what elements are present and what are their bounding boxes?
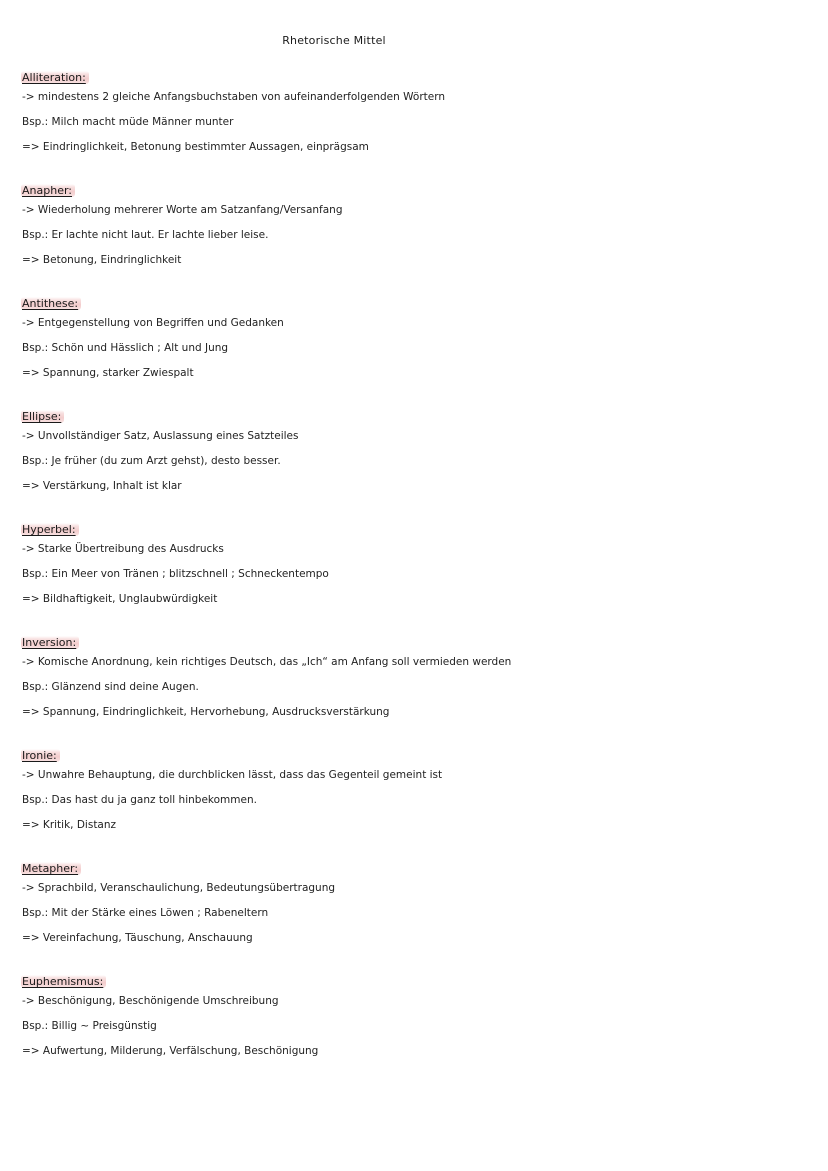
section-heading: Anapher:	[21, 184, 75, 197]
section-heading: Inversion:	[21, 636, 79, 649]
section-heading: Alliteration:	[21, 71, 89, 84]
section-effect: => Verstärkung, Inhalt ist klar	[22, 480, 182, 492]
section-heading: Ironie:	[21, 749, 60, 762]
section-effect: => Aufwertung, Milderung, Verfälschung, Beschönigung	[22, 1045, 319, 1057]
section-hyperbel	[22, 518, 802, 605]
section-effect: => Spannung, Eindringlichkeit, Hervorhebung, Ausdrucksverstärkung	[22, 706, 390, 718]
section-heading: Euphemismus:	[21, 975, 106, 988]
section-definition: -> Unvollständiger Satz, Auslassung eines Satzteiles	[22, 430, 299, 442]
section-example: Bsp.: Glänzend sind deine Augen.	[22, 681, 199, 693]
section-definition: -> Sprachbild, Veranschaulichung, Bedeutungsübertragung	[22, 882, 336, 894]
section-definition: -> Beschönigung, Beschönigende Umschreibung	[22, 995, 279, 1007]
section-example: Bsp.: Schön und Hässlich ; Alt und Jung	[22, 342, 229, 354]
section-example: Bsp.: Ein Meer von Tränen ; blitzschnell ; Schneckentempo	[22, 568, 329, 580]
section-definition: -> Komische Anordnung, kein richtiges Deutsch, das „Ich“ am Anfang soll vermieden werden	[22, 656, 512, 668]
section-heading: Hyperbel:	[21, 523, 79, 536]
section-definition: -> Unwahre Behauptung, die durchblicken lässt, dass das Gegenteil gemeint ist	[22, 769, 443, 781]
section-heading: Metapher:	[21, 862, 81, 875]
section-effect: => Betonung, Eindringlichkeit	[22, 254, 182, 266]
section-example: Bsp.: Das hast du ja ganz toll hinbekommen.	[22, 794, 257, 806]
section-antithese	[22, 292, 802, 379]
section-definition: -> mindestens 2 gleiche Anfangsbuchstaben von aufeinanderfolgenden Wörtern	[22, 91, 445, 103]
section-metapher	[22, 857, 802, 944]
section-alliteration	[22, 66, 802, 153]
section-effect: => Bildhaftigkeit, Unglaubwürdigkeit	[22, 593, 218, 605]
section-ellipse	[22, 405, 802, 492]
section-example: Bsp.: Er lachte nicht laut. Er lachte lieber leise.	[22, 229, 269, 241]
section-effect: => Vereinfachung, Täuschung, Anschauung	[22, 932, 253, 944]
section-heading: Ellipse:	[21, 410, 64, 423]
section-inversion	[22, 631, 802, 718]
page-title: Rhetorische Mittel	[282, 34, 386, 47]
section-effect: => Kritik, Distanz	[22, 819, 117, 831]
section-anapher	[22, 179, 802, 266]
section-effect: => Spannung, starker Zwiespalt	[22, 367, 194, 379]
section-definition: -> Starke Übertreibung des Ausdrucks	[22, 543, 224, 555]
section-example: Bsp.: Mit der Stärke eines Löwen ; Rabeneltern	[22, 907, 269, 919]
section-heading: Antithese:	[21, 297, 81, 310]
section-euphemismus	[22, 970, 802, 1057]
section-definition: -> Wiederholung mehrerer Worte am Satzanfang/Versanfang	[22, 204, 343, 216]
section-ironie	[22, 744, 802, 831]
section-example: Bsp.: Milch macht müde Männer munter	[22, 116, 234, 128]
section-effect: => Eindringlichkeit, Betonung bestimmter Aussagen, einprägsam	[22, 141, 369, 153]
section-example: Bsp.: Je früher (du zum Arzt gehst), desto besser.	[22, 455, 281, 467]
section-example: Bsp.: Billig ~ Preisgünstig	[22, 1020, 157, 1032]
section-definition: -> Entgegenstellung von Begriffen und Gedanken	[22, 317, 284, 329]
